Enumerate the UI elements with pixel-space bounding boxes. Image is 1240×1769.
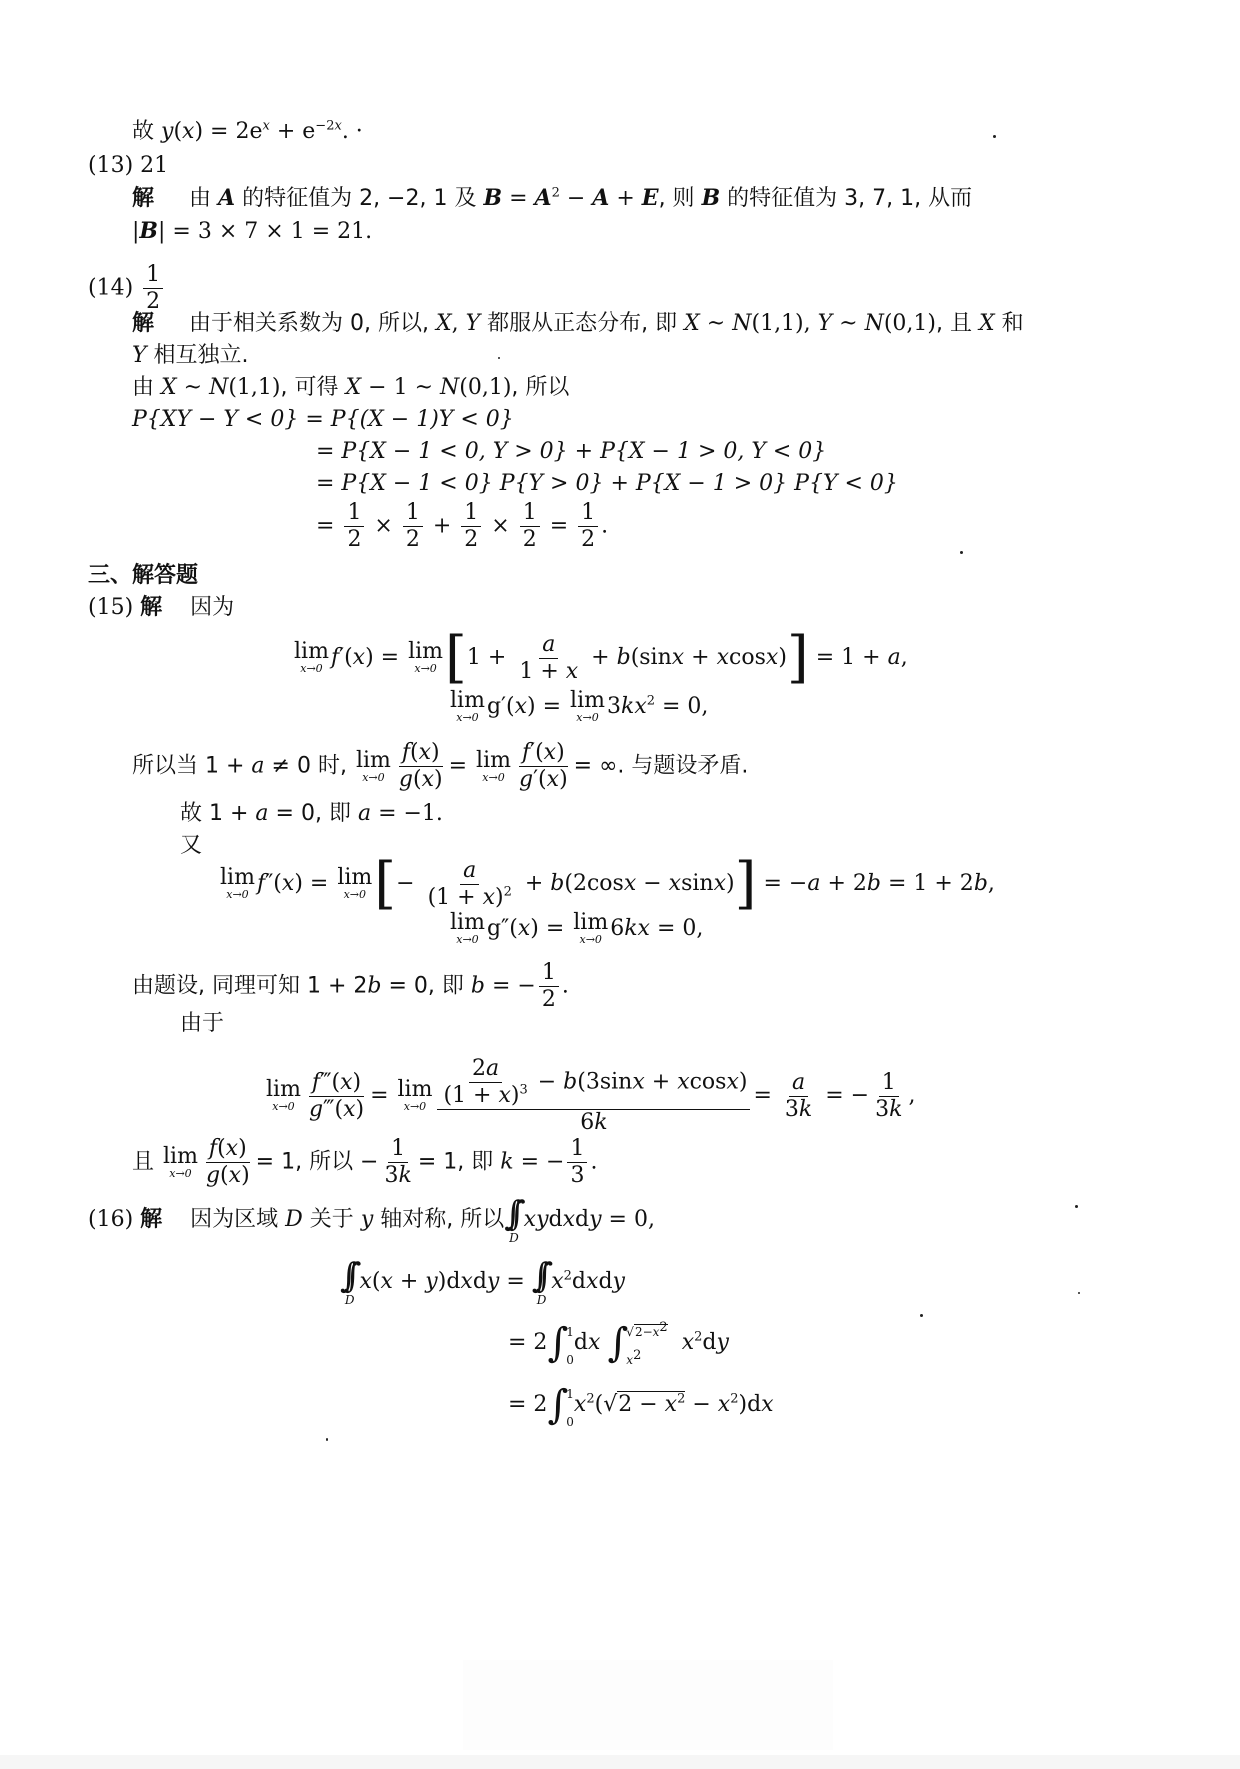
- q15-since: 由于: [180, 1011, 225, 1036]
- q14-line2: Y 相互独立.: [132, 343, 249, 368]
- q15-eq4: lim x→0 g″(x) = lim x→0 6kx = 0,: [450, 910, 704, 946]
- text: = 0, 即: [268, 801, 358, 826]
- scan-speck: [960, 551, 963, 554]
- intro-text: 因为: [190, 595, 235, 620]
- prev-conclusion: 故 $y(x) = 2e^x + e^{-2x}$. ·: [132, 118, 363, 144]
- scan-artifact: [463, 1660, 833, 1750]
- text: , 且: [935, 311, 979, 336]
- q15-line-b: 由题设, 同理可知 1 + 2b = 0, 即 b = − $\frac{1}{2}$ .: [132, 960, 569, 1012]
- text: 轴对称, 所以: [373, 1207, 505, 1232]
- numerator: 1: [143, 262, 163, 289]
- text: 相互独立.: [146, 343, 249, 368]
- q16-label: (16): [88, 1207, 134, 1232]
- text: 故 1 +: [180, 801, 256, 826]
- text: ≠ 0 时,: [264, 753, 354, 779]
- q16-eq1: ∫∫ D x(x + y)dxdy = ∫∫ D $x^2dxdy$: [340, 1256, 625, 1307]
- q13-solution-line2: |B| = 3 × 7 × 1 = 21.: [132, 218, 373, 244]
- q15-eq3: lim x→0 f″(x) = lim x→0 [− $\frac{a}{(1 + x)^2}$ + b(2cosx − xsinx)] = −a + 2b = 1 + 2b,: [220, 851, 995, 916]
- q13-answer: 21: [140, 153, 169, 178]
- text: = 0, 即: [381, 973, 471, 999]
- q14-eq4: = $\frac{1}{2}$ × $\frac{1}{2}$ + $\frac{1}{2}$ × $\frac{1}{2}$ = $\frac{1}{2}$ .: [316, 500, 609, 552]
- text: 由题设, 同理可知 1 + 2: [132, 973, 368, 999]
- q15-line-k: 且 lim x→0 $\frac{f(x)}{g(x)}$ = 1, 所以 − $\frac{1}{3k}$ = 1, 即 k = − $\frac{1}{3}$ .: [132, 1136, 598, 1188]
- scan-speck: [326, 1438, 328, 1441]
- text: = 1, 即: [417, 1149, 501, 1175]
- q13-solution-line1: 解 由 A 的特征值为 2, −2, 1 及 $B = A^2 - A + E$, 则 B 的特征值为 3, 7, 1, 从而: [132, 185, 973, 211]
- page-edge: [0, 1755, 1240, 1769]
- text: 的特征值为 2, −2, 1 及: [242, 186, 477, 211]
- q15-eq2: lim x→0 g′(x) = lim x→0 $3kx^2 = 0$,: [450, 688, 709, 724]
- text: 因为区域: [190, 1207, 286, 1232]
- solution-label: 解: [140, 595, 163, 620]
- text: = 1, 所以 −: [255, 1149, 379, 1175]
- scan-speck: [498, 357, 500, 359]
- text: = −1.: [371, 801, 443, 826]
- text: = ∞. 与题设矛盾.: [573, 753, 749, 779]
- solution-label: 解: [132, 186, 155, 211]
- q14-header: [88, 262, 166, 315]
- q14-answer-fraction: [143, 262, 163, 315]
- q14-line1: 解 由于相关系数为 0, 所以, X, Y 都服从正态分布, 即 X ~ N(1,1), Y ~ N(0,1), 且 X 和: [132, 311, 1024, 336]
- text: 都服从正态分布, 即: [480, 311, 685, 336]
- text: , 则: [658, 186, 695, 211]
- q14-line3: 由 X ~ N(1,1), 可得 X − 1 ~ N(0,1), 所以: [132, 375, 570, 400]
- q14-eq2: = P{X − 1 < 0, Y > 0} + P{X − 1 > 0, Y < 0}: [316, 439, 827, 464]
- text: 的特征值为 3, 7, 1, 从而: [727, 186, 973, 211]
- q15-line-hence: 故 1 + a = 0, 即 a = −1.: [180, 801, 443, 826]
- text: 且: [132, 1149, 155, 1175]
- q16-line1: (16) 解 因为区域 D 关于 y 轴对称, 所以 ∫∫ D xydxdy = 0,: [88, 1194, 655, 1245]
- q15-line-when: 所以当 1 + a ≠ 0 时, lim x→0 $\frac{f(x)}{g(x)}$ = lim x→0 $\frac{f'(x)}{g'(x)}$ = ∞. 与题设矛盾.: [132, 740, 749, 792]
- q15-header: [88, 594, 234, 622]
- text: 关于: [302, 1207, 361, 1232]
- denominator: 2: [146, 289, 161, 314]
- text: 和: [994, 311, 1024, 336]
- text: , 所以: [511, 375, 570, 400]
- q14-eq3: = P{X − 1 < 0} P{Y > 0} + P{X − 1 > 0} P{Y < 0}: [316, 471, 898, 496]
- text: 由于相关系数为 0, 所以,: [188, 311, 436, 336]
- q16-eq3: = 2 ∫ 1 0 $x^2(√2 - x^2 - x^2)dx$: [508, 1382, 774, 1429]
- solution-label: 解: [140, 1207, 163, 1232]
- scan-speck: [1075, 1205, 1078, 1208]
- section-title: 三、解答题: [88, 563, 199, 588]
- text: 由: [132, 375, 161, 400]
- scan-speck: [920, 1314, 923, 1317]
- text: 由: [188, 186, 211, 211]
- q15-also: 又: [180, 833, 203, 858]
- scan-speck: [993, 135, 996, 138]
- q16-eq2: = 2 ∫ 1 0 dx ∫ $√2-x^2$ $x^2$ $x^2dy$: [508, 1320, 729, 1367]
- q15-eq1: lim x→0 f′(x) = lim x→0 [1 + $\frac{a}{1 + x}$ + b(sinx + xcosx)] = 1 + a,: [294, 625, 908, 690]
- q15-eq5: lim x→0 $\frac{f‴(x)}{g‴(x)}$ = lim x→0 $\frac{2a}{(1 + x)^3}$ − b(3sinx + xcosx) 6k = $\frac{a}{3k}$ = − $\frac{1}{3k}$ ,: [266, 1056, 916, 1135]
- text-gu: 故: [132, 119, 155, 144]
- q14-label: (14): [88, 275, 134, 301]
- text: 所以当 1 +: [132, 753, 252, 779]
- text: , 可得: [280, 375, 346, 400]
- q14-eq1: P{XY − Y < 0} = P{(X − 1)Y < 0}: [132, 407, 514, 432]
- solution-label: 解: [132, 311, 155, 336]
- q15-label: (15): [88, 595, 134, 620]
- q13-label: (13): [88, 153, 134, 178]
- scan-speck: [1078, 1292, 1080, 1294]
- q13-header: [88, 152, 168, 180]
